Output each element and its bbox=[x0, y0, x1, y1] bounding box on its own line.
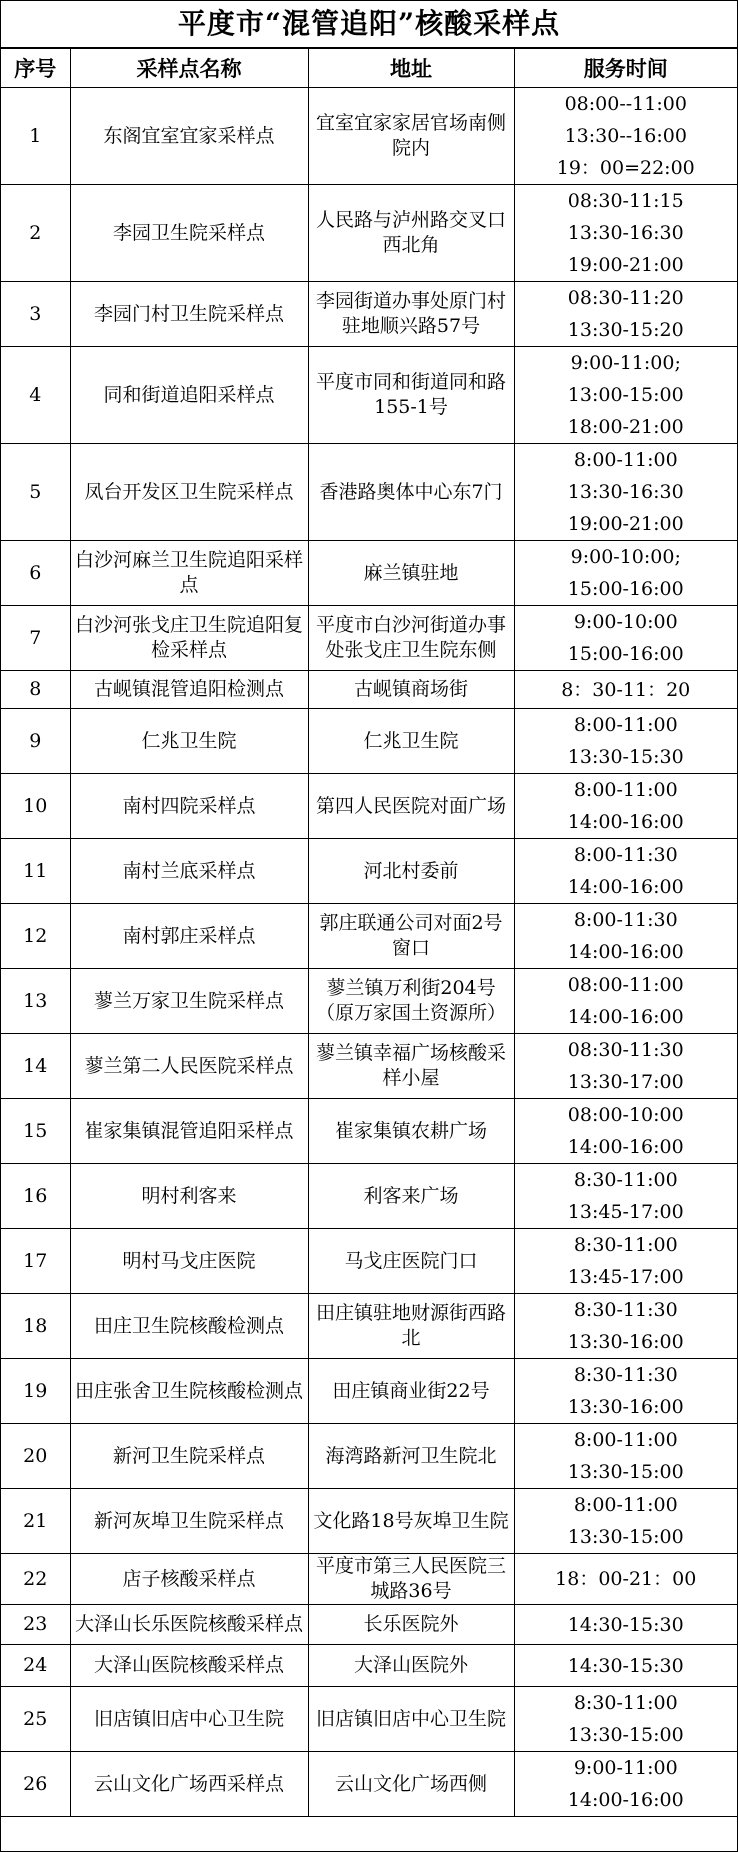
time-slot: 8:00-11:00 bbox=[573, 779, 678, 801]
site-name: 南村兰底采样点 bbox=[70, 839, 308, 904]
table-row bbox=[1, 969, 737, 1034]
time-slot: 19:00-21:00 bbox=[567, 254, 684, 276]
service-time bbox=[514, 1099, 737, 1164]
site-name: 明村马戈庄医院 bbox=[70, 1229, 308, 1294]
header-index: 序号 bbox=[1, 49, 70, 88]
service-time bbox=[514, 1645, 737, 1687]
table-row bbox=[1, 1645, 737, 1687]
table-row bbox=[1, 774, 737, 839]
time-slot: 8:30-11:30 bbox=[573, 1299, 678, 1321]
time-slot: 13:30-16:00 bbox=[567, 1331, 684, 1353]
time-slot: 08:30-11:30 bbox=[567, 1039, 684, 1061]
header-site-name: 采样点名称 bbox=[70, 49, 308, 88]
row-index: 17 bbox=[1, 1229, 70, 1294]
time-slot: 8:00-11:00 bbox=[573, 1494, 678, 1516]
site-address: 田庄镇商业街22号 bbox=[308, 1359, 514, 1424]
site-name: 店子核酸采样点 bbox=[70, 1554, 308, 1605]
table-row bbox=[1, 839, 737, 904]
time-slot: 13:30-16:30 bbox=[567, 481, 684, 503]
header-address: 地址 bbox=[308, 49, 514, 88]
site-address: 蓼兰镇万利街204号（原万家国土资源所） bbox=[308, 969, 514, 1034]
row-index: 11 bbox=[1, 839, 70, 904]
time-slot: 8:30-11:00 bbox=[573, 1692, 678, 1714]
service-time bbox=[514, 541, 737, 606]
service-time bbox=[514, 1489, 737, 1554]
row-index: 23 bbox=[1, 1605, 70, 1645]
site-name: 崔家集镇混管追阳采样点 bbox=[70, 1099, 308, 1164]
service-time bbox=[514, 606, 737, 671]
service-time bbox=[514, 709, 737, 774]
time-slot: 08:30-11:15 bbox=[567, 190, 684, 212]
service-time bbox=[514, 839, 737, 904]
time-slot: 9:00-10:00; bbox=[570, 546, 681, 568]
header-service-time: 服务时间 bbox=[514, 49, 737, 88]
site-name: 大泽山医院核酸采样点 bbox=[70, 1645, 308, 1687]
row-index: 18 bbox=[1, 1294, 70, 1359]
service-time bbox=[514, 444, 737, 541]
time-slot: 15:00-16:00 bbox=[567, 578, 684, 600]
row-index: 3 bbox=[1, 282, 70, 347]
row-index: 13 bbox=[1, 969, 70, 1034]
time-slot: 13:30-16:30 bbox=[567, 222, 684, 244]
service-time bbox=[514, 1605, 737, 1645]
site-address: 仁兆卫生院 bbox=[308, 709, 514, 774]
service-time bbox=[514, 282, 737, 347]
table-row bbox=[1, 709, 737, 774]
time-slot: 14:00-16:00 bbox=[567, 1006, 684, 1028]
table-row bbox=[1, 1605, 737, 1645]
time-slot: 13:30-15:00 bbox=[567, 1461, 684, 1483]
service-time bbox=[514, 1294, 737, 1359]
site-name: 南村四院采样点 bbox=[70, 774, 308, 839]
row-index: 6 bbox=[1, 541, 70, 606]
table-header-row bbox=[1, 49, 737, 88]
row-index: 24 bbox=[1, 1645, 70, 1687]
sampling-sites-table bbox=[1, 49, 737, 1817]
time-slot: 9:00-10:00 bbox=[573, 611, 678, 633]
table-row bbox=[1, 444, 737, 541]
time-slot: 18:00-21:00 bbox=[567, 416, 684, 438]
time-slot: 13:00-15:00 bbox=[567, 384, 684, 406]
time-slot: 8:00-11:30 bbox=[573, 909, 678, 931]
row-index: 19 bbox=[1, 1359, 70, 1424]
service-time bbox=[514, 185, 737, 282]
row-index: 8 bbox=[1, 671, 70, 709]
table-row bbox=[1, 1489, 737, 1554]
service-time bbox=[514, 1554, 737, 1605]
table-row bbox=[1, 1164, 737, 1229]
site-address: 麻兰镇驻地 bbox=[308, 541, 514, 606]
site-address: 古岘镇商场街 bbox=[308, 671, 514, 709]
row-index: 26 bbox=[1, 1752, 70, 1817]
time-slot: 08:00-11:00 bbox=[567, 974, 684, 996]
row-index: 20 bbox=[1, 1424, 70, 1489]
time-slot: 13:30--16:00 bbox=[564, 125, 687, 147]
row-index: 10 bbox=[1, 774, 70, 839]
site-address: 大泽山医院外 bbox=[308, 1645, 514, 1687]
site-address: 香港路奥体中心东7门 bbox=[308, 444, 514, 541]
time-slot: 19:00-21:00 bbox=[567, 513, 684, 535]
table-row bbox=[1, 1294, 737, 1359]
site-name: 南村郭庄采样点 bbox=[70, 904, 308, 969]
site-name: 明村利客来 bbox=[70, 1164, 308, 1229]
service-time bbox=[514, 1034, 737, 1099]
site-address: 长乐医院外 bbox=[308, 1605, 514, 1645]
time-slot: 8:30-11:00 bbox=[573, 1234, 678, 1256]
site-address: 郭庄联通公司对面2号窗口 bbox=[308, 904, 514, 969]
row-index: 25 bbox=[1, 1687, 70, 1752]
table-row bbox=[1, 1752, 737, 1817]
row-index: 12 bbox=[1, 904, 70, 969]
site-name: 田庄张舍卫生院核酸检测点 bbox=[70, 1359, 308, 1424]
service-time bbox=[514, 969, 737, 1034]
site-address: 河北村委前 bbox=[308, 839, 514, 904]
time-slot: 9:00-11:00; bbox=[570, 352, 681, 374]
table-body bbox=[1, 88, 737, 1817]
table-row bbox=[1, 1034, 737, 1099]
row-index: 16 bbox=[1, 1164, 70, 1229]
site-address: 平度市第三人民医院三城路36号 bbox=[308, 1554, 514, 1605]
table-row bbox=[1, 282, 737, 347]
site-name: 白沙河张戈庄卫生院追阳复检采样点 bbox=[70, 606, 308, 671]
time-slot: 8:00-11:00 bbox=[573, 449, 678, 471]
site-name: 仁兆卫生院 bbox=[70, 709, 308, 774]
time-slot: 15:00-16:00 bbox=[567, 643, 684, 665]
site-name: 李园卫生院采样点 bbox=[70, 185, 308, 282]
site-name: 凤台开发区卫生院采样点 bbox=[70, 444, 308, 541]
site-name: 蓼兰第二人民医院采样点 bbox=[70, 1034, 308, 1099]
time-slot: 9:00-11:00 bbox=[573, 1757, 678, 1779]
site-name: 大泽山长乐医院核酸采样点 bbox=[70, 1605, 308, 1645]
site-address: 海湾路新河卫生院北 bbox=[308, 1424, 514, 1489]
row-index: 14 bbox=[1, 1034, 70, 1099]
time-slot: 14:00-16:00 bbox=[567, 941, 684, 963]
site-address: 云山文化广场西侧 bbox=[308, 1752, 514, 1817]
site-name: 旧店镇旧店中心卫生院 bbox=[70, 1687, 308, 1752]
time-slot: 13:30-15:20 bbox=[567, 319, 684, 341]
site-address: 崔家集镇农耕广场 bbox=[308, 1099, 514, 1164]
time-slot: 8:00-11:00 bbox=[573, 714, 678, 736]
time-slot: 13:30-15:00 bbox=[567, 1526, 684, 1548]
site-name: 李园门村卫生院采样点 bbox=[70, 282, 308, 347]
site-name: 白沙河麻兰卫生院追阳采样点 bbox=[70, 541, 308, 606]
service-time bbox=[514, 904, 737, 969]
time-slot: 13:30-15:00 bbox=[567, 1724, 684, 1746]
table-row bbox=[1, 904, 737, 969]
service-time bbox=[514, 1752, 737, 1817]
service-time bbox=[514, 1687, 737, 1752]
row-index: 1 bbox=[1, 88, 70, 185]
row-index: 22 bbox=[1, 1554, 70, 1605]
site-address: 宜室宜家家居官场南侧院内 bbox=[308, 88, 514, 185]
table-row bbox=[1, 185, 737, 282]
site-address: 马戈庄医院门口 bbox=[308, 1229, 514, 1294]
table-row bbox=[1, 1359, 737, 1424]
site-address: 利客来广场 bbox=[308, 1164, 514, 1229]
time-slot: 8:00-11:00 bbox=[573, 1429, 678, 1451]
site-name: 东阁宜室宜家采样点 bbox=[70, 88, 308, 185]
time-slot: 18：00-21：00 bbox=[555, 1568, 697, 1590]
time-slot: 14:00-16:00 bbox=[567, 1789, 684, 1811]
site-name: 同和街道追阳采样点 bbox=[70, 347, 308, 444]
site-address: 平度市白沙河街道办事处张戈庄卫生院东侧 bbox=[308, 606, 514, 671]
site-address: 人民路与泸州路交叉口西北角 bbox=[308, 185, 514, 282]
time-slot: 19：00=22:00 bbox=[556, 157, 695, 179]
time-slot: 14:00-16:00 bbox=[567, 1136, 684, 1158]
site-name: 云山文化广场西采样点 bbox=[70, 1752, 308, 1817]
page-title: 平度市“混管追阳”核酸采样点 bbox=[1, 1, 737, 49]
time-slot: 8:30-11:30 bbox=[573, 1364, 678, 1386]
service-time bbox=[514, 1164, 737, 1229]
service-time bbox=[514, 1424, 737, 1489]
table-row bbox=[1, 1424, 737, 1489]
time-slot: 13:30-17:00 bbox=[567, 1071, 684, 1093]
site-address: 第四人民医院对面广场 bbox=[308, 774, 514, 839]
site-name: 田庄卫生院核酸检测点 bbox=[70, 1294, 308, 1359]
time-slot: 14:00-16:00 bbox=[567, 876, 684, 898]
time-slot: 8:00-11:30 bbox=[573, 844, 678, 866]
site-name: 新河灰埠卫生院采样点 bbox=[70, 1489, 308, 1554]
service-time bbox=[514, 774, 737, 839]
site-name: 新河卫生院采样点 bbox=[70, 1424, 308, 1489]
service-time bbox=[514, 1359, 737, 1424]
table-row bbox=[1, 1229, 737, 1294]
table-row bbox=[1, 671, 737, 709]
table-row bbox=[1, 347, 737, 444]
table-row bbox=[1, 1099, 737, 1164]
row-index: 7 bbox=[1, 606, 70, 671]
row-index: 4 bbox=[1, 347, 70, 444]
time-slot: 08:30-11:20 bbox=[567, 287, 684, 309]
time-slot: 8：30-11：20 bbox=[561, 678, 691, 701]
row-index: 2 bbox=[1, 185, 70, 282]
time-slot: 13:45-17:00 bbox=[567, 1201, 684, 1223]
site-name: 蓼兰万家卫生院采样点 bbox=[70, 969, 308, 1034]
time-slot: 13:30-15:30 bbox=[567, 746, 684, 768]
site-address: 李园街道办事处原门村驻地顺兴路57号 bbox=[308, 282, 514, 347]
service-time bbox=[514, 671, 737, 709]
time-slot: 13:30-16:00 bbox=[567, 1396, 684, 1418]
site-address: 旧店镇旧店中心卫生院 bbox=[308, 1687, 514, 1752]
time-slot: 13:45-17:00 bbox=[567, 1266, 684, 1288]
time-slot: 14:00-16:00 bbox=[567, 811, 684, 833]
site-address: 田庄镇驻地财源街西路北 bbox=[308, 1294, 514, 1359]
service-time bbox=[514, 347, 737, 444]
table-row bbox=[1, 1554, 737, 1605]
service-time bbox=[514, 1229, 737, 1294]
row-index: 9 bbox=[1, 709, 70, 774]
site-address: 文化路18号灰埠卫生院 bbox=[308, 1489, 514, 1554]
service-time bbox=[514, 88, 737, 185]
table-row bbox=[1, 1687, 737, 1752]
time-slot: 14:30-15:30 bbox=[567, 1654, 684, 1677]
site-name: 古岘镇混管追阳检测点 bbox=[70, 671, 308, 709]
time-slot: 08:00-10:00 bbox=[567, 1104, 684, 1126]
table-row bbox=[1, 88, 737, 185]
table-row bbox=[1, 606, 737, 671]
row-index: 21 bbox=[1, 1489, 70, 1554]
row-index: 15 bbox=[1, 1099, 70, 1164]
site-address: 平度市同和街道同和路155-1号 bbox=[308, 347, 514, 444]
time-slot: 8:30-11:00 bbox=[573, 1169, 678, 1191]
table-row bbox=[1, 541, 737, 606]
row-index: 5 bbox=[1, 444, 70, 541]
time-slot: 08:00--11:00 bbox=[564, 93, 687, 115]
site-address: 蓼兰镇幸福广场核酸采样小屋 bbox=[308, 1034, 514, 1099]
time-slot: 14:30-15:30 bbox=[567, 1613, 684, 1636]
